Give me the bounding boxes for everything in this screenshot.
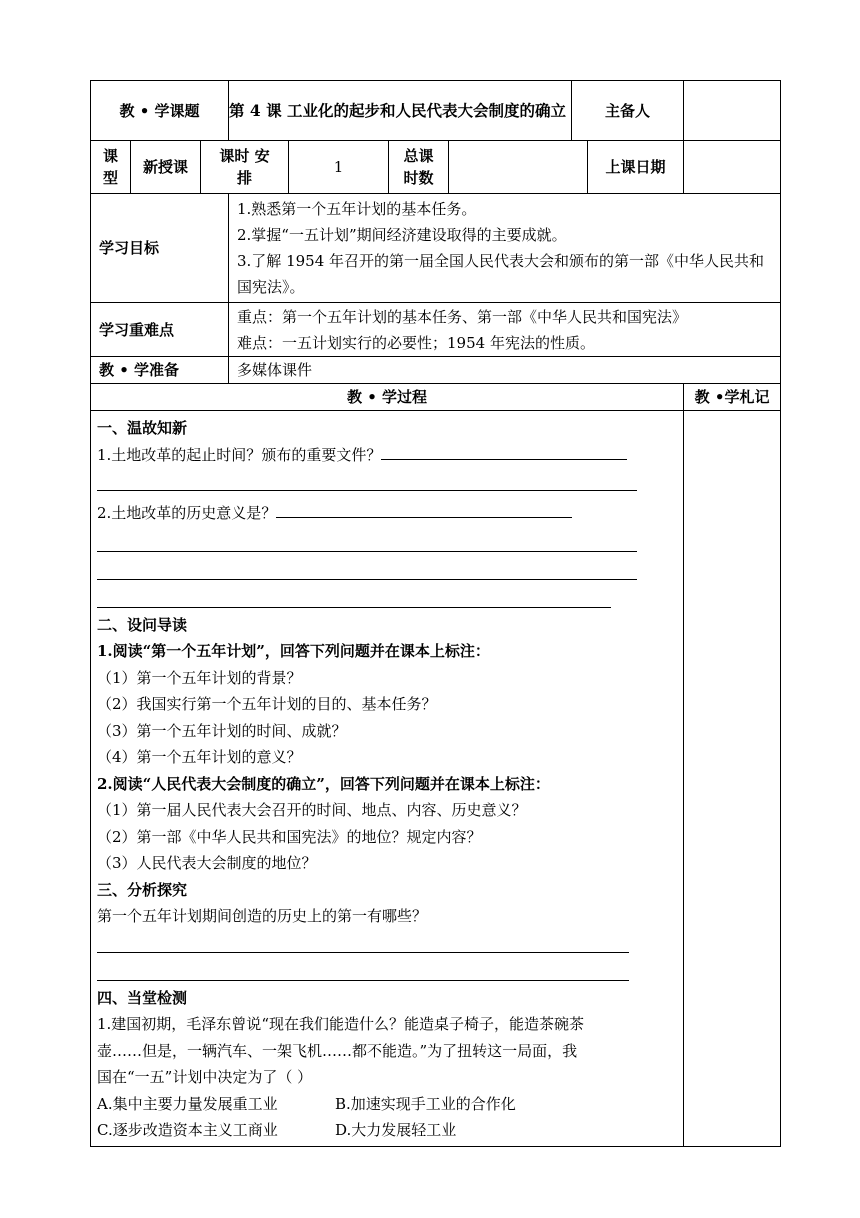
section-title: 二、设问导读 (97, 615, 188, 634)
answer-line (276, 501, 572, 518)
section-title: 四、当堂检测 (97, 988, 188, 1007)
hours-value: 1 (289, 141, 389, 194)
option-b: B.加速实现手工业的合作化 (335, 1094, 516, 1113)
question-item: （3）第一个五年计划的时间、成就？ (97, 721, 347, 740)
answer-line (97, 472, 637, 491)
notes-header: 教 •学札记 (684, 384, 781, 411)
review-question-1-text: 1.土地改革的起止时间？颁布的重要文件？ (97, 445, 382, 464)
goals-content (229, 194, 781, 303)
goal-item: 2.掌握“一五计划”期间经济建设取得的主要成就。 (237, 226, 567, 244)
process-header: 教 • 学过程 (91, 384, 684, 411)
test-question-line: 壶……但是，一辆汽车、一架飞机……都不能造。”为了扭转这一局面，我 (97, 1041, 578, 1060)
prep-value: 多媒体课件 (229, 357, 781, 384)
answer-line (381, 443, 627, 460)
question-item: （3）人民代表大会制度的地位？ (97, 854, 317, 872)
course-info-row (91, 141, 781, 194)
test-question-line: 1.建国初期，毛泽东曾说“现在我们能造什么？能造桌子椅子，能造茶碗茶 (97, 1015, 584, 1033)
keypoints-row (91, 303, 781, 357)
option-row (97, 1117, 677, 1144)
preparer-value (684, 81, 781, 141)
question-item: （2）第一部《中华人民共和国宪法》的地位？规定内容？ (97, 827, 482, 846)
process-content (91, 411, 684, 1147)
type-label: 课 型 (91, 141, 131, 194)
option-c: C.逐步改造资本主义工商业 (97, 1121, 278, 1139)
topic-value: 第 4 课 工业化的起步和人民代表大会制度的确立 (229, 81, 572, 141)
option-a: A.集中主要力量发展重工业 (97, 1094, 278, 1113)
keypoint-item: 难点：一五计划实行的必要性；1954 年宪法的性质。 (237, 333, 595, 352)
answer-line (97, 934, 629, 953)
topic-label: 教 • 学课题 (91, 81, 229, 141)
hours-label: 课时 安排 (201, 141, 289, 194)
goal-item: 3.了解 1954 年召开的第一届全国人民代表大会和颁布的第一部《中华人民共和国宪法》。 (237, 252, 765, 296)
question-item: （4）第一个五年计划的意义？ (97, 748, 302, 766)
option-d: D.大力发展轻工业 (335, 1121, 457, 1139)
total-hours-label: 总课 时数 (389, 141, 449, 194)
review-question-1 (97, 442, 677, 469)
keypoints-label: 学习重难点 (91, 303, 229, 357)
answer-line (97, 589, 611, 608)
reading-prompt-1: 1.阅读“第一个五年计划”，回答下列问题并在课本上标注： (97, 642, 490, 660)
answer-line (97, 533, 637, 552)
reading-prompt-2: 2.阅读“人民代表大会制度的确立”，回答下列问题并在课本上标注： (97, 774, 550, 793)
test-question-line: 国在“一五”计划中决定为了（ ） (97, 1068, 313, 1086)
preparer-label: 主备人 (572, 81, 684, 141)
topic-row (91, 81, 781, 141)
analysis-question: 第一个五年计划期间创造的历史上的第一有哪些？ (97, 907, 428, 925)
process-body-row (91, 411, 781, 1147)
answer-line (97, 561, 637, 580)
answer-line (97, 962, 629, 981)
section-title: 一、温故知新 (97, 419, 188, 437)
question-item: （1）第一届人民代表大会召开的时间、地点、内容、历史意义？ (97, 801, 527, 819)
type-value: 新授课 (131, 141, 201, 194)
prep-label: 教 • 学准备 (91, 357, 229, 384)
lesson-plan-page (90, 80, 780, 1147)
class-date-value (684, 141, 781, 194)
question-item: （2）我国实行第一个五年计划的目的、基本任务？ (97, 695, 437, 713)
question-item: （1）第一个五年计划的背景？ (97, 668, 302, 687)
review-question-2-text: 2.土地改革的历史意义是？ (97, 504, 277, 522)
keypoints-content (229, 303, 781, 357)
class-date-label: 上课日期 (588, 141, 684, 194)
notes-column (684, 411, 781, 1147)
keypoint-item: 重点：第一个五年计划的基本任务、第一部《中华人民共和国宪法》 (237, 307, 688, 326)
total-hours-value (449, 141, 588, 194)
goal-item: 1.熟悉第一个五年计划的基本任务。 (237, 200, 477, 218)
option-row (97, 1091, 677, 1118)
lesson-plan-table (90, 80, 781, 1147)
prep-row (91, 357, 781, 384)
review-question-2 (97, 500, 677, 527)
process-header-row (91, 384, 781, 411)
section-title: 三、分析探究 (97, 880, 188, 899)
goals-row (91, 194, 781, 303)
goals-label: 学习目标 (91, 194, 229, 303)
